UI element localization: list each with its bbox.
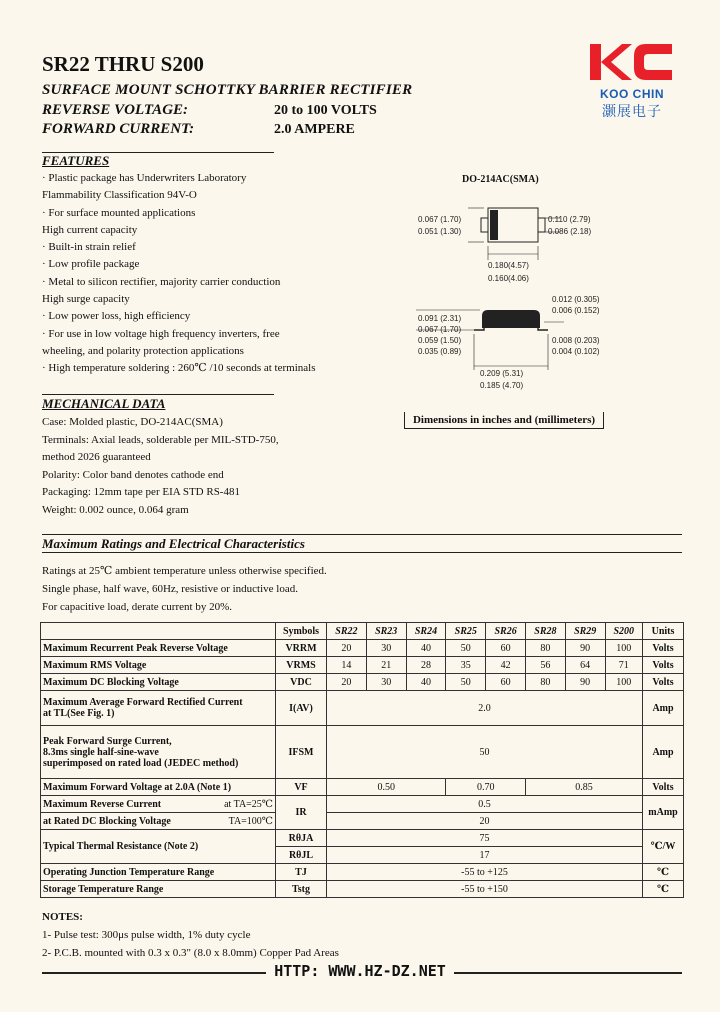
value-cell: 90 <box>565 640 605 657</box>
feature-item: Flammability Classification 94V-O <box>42 189 197 202</box>
value-cell: 50 <box>327 726 643 779</box>
header-cell: Units <box>643 623 684 640</box>
table-row <box>41 881 684 898</box>
reverse-voltage-value: 20 to 100 VOLTS <box>274 103 377 118</box>
table-row <box>41 796 684 813</box>
value-cell: 64 <box>565 657 605 674</box>
features-top-rule <box>42 152 274 153</box>
cathode-band <box>490 210 498 240</box>
header-cell: SR22 <box>327 623 367 640</box>
dim-label: 0.008 (0.203) <box>552 336 600 345</box>
value-cell: 56 <box>525 657 565 674</box>
symbol-cell: Tstg <box>276 881 327 898</box>
feature-item: · For use in low voltage high frequency inverters, free <box>42 327 280 340</box>
ratings-line: Single phase, half wave, 60Hz, resistive or inductive load. <box>42 583 298 595</box>
table-header-row <box>41 623 684 640</box>
param-cell <box>41 796 276 813</box>
value-cell: 28 <box>406 657 446 674</box>
mechanical-heading: MECHANICAL DATA <box>42 396 166 411</box>
table-row <box>41 640 684 657</box>
dim-label: 0.051 (1.30) <box>418 227 462 236</box>
unit-cell: Volts <box>643 674 684 691</box>
value-cell: 71 <box>605 657 642 674</box>
lead-right <box>538 218 545 232</box>
symbol-cell: VF <box>276 779 327 796</box>
param-cell: Maximum DC Blocking Voltage <box>41 674 276 691</box>
value-cell: 0.85 <box>525 779 642 796</box>
ratings-line: For capacitive load, derate current by 20%. <box>42 601 232 613</box>
notes-section <box>42 908 339 962</box>
mechanical-item: Case: Molded plastic, DO-214AC(SMA) <box>42 416 223 428</box>
param-cell: Maximum Recurrent Peak Reverse Voltage <box>41 640 276 657</box>
param-line: at TL(See Fig. 1) <box>43 708 115 719</box>
value-cell: 0.50 <box>327 779 446 796</box>
param-cell <box>41 813 276 830</box>
dim-label: 0.091 (2.31) <box>418 314 462 323</box>
table-row <box>41 657 684 674</box>
param-line: Peak Forward Surge Current, <box>43 735 172 747</box>
note-item: 2- P.C.B. mounted with 0.3 x 0.3" (8.0 x 8.0mm) Copper Pad Areas <box>42 947 339 959</box>
mechanical-item: Packaging: 12mm tape per EIA STD RS-481 <box>42 486 240 499</box>
dim-label: 0.006 (0.152) <box>552 306 600 315</box>
lead-left <box>481 218 488 232</box>
value-cell: 21 <box>366 657 406 674</box>
feature-item: · Low power loss, high efficiency <box>42 310 191 323</box>
symbol-cell: RθJL <box>276 847 327 864</box>
dim-label: 0.110 (2.79) <box>548 215 591 224</box>
feature-item: · Metal to silicon rectifier, majority carrier conduction <box>42 275 281 288</box>
value-cell: 75 <box>327 830 643 847</box>
symbol-cell: IR <box>276 796 327 830</box>
feature-item: · For surface mounted applications <box>42 206 196 219</box>
package-diagram-title: DO-214AC(SMA) <box>462 174 539 185</box>
mechanical-top-rule <box>42 394 274 395</box>
value-cell: 100 <box>605 640 642 657</box>
unit-cell: Volts <box>643 779 684 796</box>
param-cell: Maximum Forward Voltage at 2.0A (Note 1) <box>41 779 276 796</box>
param-cell: Maximum RMS Voltage <box>41 657 276 674</box>
value-cell: 30 <box>366 674 406 691</box>
page-subtitle: SURFACE MOUNT SCHOTTKY BARRIER RECTIFIER <box>42 82 413 98</box>
kc-logo-icon <box>584 42 680 82</box>
package-diagram <box>404 190 604 394</box>
value-cell: 17 <box>327 847 643 864</box>
feature-item: wheeling, and polarity protection applications <box>42 344 244 357</box>
logo-brand-text: KOO CHIN <box>600 87 664 101</box>
ratings-conditions <box>42 562 327 616</box>
dim-label: 0.209 (5.31) <box>480 369 524 378</box>
mechanical-item: Weight: 0.002 ounce, 0.064 gram <box>42 503 189 516</box>
unit-cell: Amp <box>643 726 684 779</box>
symbol-cell: RθJA <box>276 830 327 847</box>
dimensions-caption: Dimensions in inches and (millimeters) <box>404 412 604 429</box>
value-cell: 50 <box>446 640 486 657</box>
forward-current-label: FORWARD CURRENT: <box>42 121 195 137</box>
value-cell: 40 <box>406 640 446 657</box>
param-cell <box>41 691 276 726</box>
feature-item: · Built-in strain relief <box>42 241 136 254</box>
feature-item: · Plastic package has Underwriters Laboratory <box>42 172 247 184</box>
value-cell: 14 <box>327 657 367 674</box>
features-list <box>42 170 342 378</box>
unit-cell: ℃/W <box>643 830 684 864</box>
dim-label: 0.012 (0.305) <box>552 295 600 304</box>
header-cell: SR24 <box>406 623 446 640</box>
value-cell: 80 <box>525 640 565 657</box>
features-heading: FEATURES <box>42 153 110 168</box>
param-cell: Operating Junction Temperature Range <box>41 864 276 881</box>
value-cell: 20 <box>327 640 367 657</box>
dim-label: 0.185 (4.70) <box>480 381 524 390</box>
header-cell: Symbols <box>276 623 327 640</box>
value-cell: 35 <box>446 657 486 674</box>
company-logo <box>584 42 680 121</box>
dim-label: 0.067 (1.70) <box>418 325 462 334</box>
param-cell <box>41 726 276 779</box>
header-cell: SR28 <box>525 623 565 640</box>
feature-item: · Low profile package <box>42 258 140 271</box>
unit-cell: Volts <box>643 640 684 657</box>
notes-heading: NOTES: <box>42 911 83 923</box>
unit-cell: ℃ <box>643 881 684 898</box>
dim-label: 0.180(4.57) <box>488 261 529 270</box>
table-row <box>41 864 684 881</box>
ratings-table <box>40 622 684 898</box>
value-cell: 20 <box>327 674 367 691</box>
value-cell: 0.5 <box>327 796 643 813</box>
unit-cell: ℃ <box>643 864 684 881</box>
footer-url[interactable]: HTTP: WWW.HZ-DZ.NET <box>266 962 454 980</box>
mechanical-item: Polarity: Color band denotes cathode end <box>42 468 224 481</box>
header-cell: SR29 <box>565 623 605 640</box>
symbol-cell: I(AV) <box>276 691 327 726</box>
dim-label: 0.067 (1.70) <box>418 215 462 224</box>
ratings-line: Ratings at 25℃ ambient temperature unless otherwise specified. <box>42 565 327 577</box>
value-cell: 80 <box>525 674 565 691</box>
footer <box>0 962 720 981</box>
param-text: at Rated DC Blocking Voltage <box>43 815 171 827</box>
header-cell <box>41 623 276 640</box>
feature-item: High current capacity <box>42 223 138 236</box>
symbol-cell: VRRM <box>276 640 327 657</box>
unit-cell: mAmp <box>643 796 684 830</box>
table-row <box>41 779 684 796</box>
dim-label: 0.004 (0.102) <box>552 347 600 356</box>
dim-label: 0.160(4.06) <box>488 274 529 283</box>
value-cell: 90 <box>565 674 605 691</box>
param-cell: Storage Temperature Range <box>41 881 276 898</box>
symbol-cell: TJ <box>276 864 327 881</box>
value-cell: 60 <box>486 640 526 657</box>
unit-cell: Amp <box>643 691 684 726</box>
forward-current-value: 2.0 AMPERE <box>274 122 355 137</box>
value-cell: 2.0 <box>327 691 643 726</box>
value-cell: 0.70 <box>446 779 526 796</box>
dim-label: 0.086 (2.18) <box>548 227 592 236</box>
param-text: Maximum Reverse Current <box>43 798 162 810</box>
value-cell: 60 <box>486 674 526 691</box>
value-cell: -55 to +125 <box>327 864 643 881</box>
unit-cell: Volts <box>643 657 684 674</box>
header-cell: SR25 <box>446 623 486 640</box>
table-row <box>41 726 684 779</box>
page-title: SR22 THRU S200 <box>42 52 204 76</box>
table-row <box>41 674 684 691</box>
condition-text: TA=100℃ <box>228 815 273 827</box>
value-cell: 100 <box>605 674 642 691</box>
value-cell: 40 <box>406 674 446 691</box>
condition-text: at TA=25℃ <box>224 798 273 810</box>
dim-label: 0.059 (1.50) <box>418 336 462 345</box>
table-row <box>41 813 684 830</box>
feature-item: High surge capacity <box>42 293 130 306</box>
table-row <box>41 691 684 726</box>
param-line: 8.3ms single half-sine-wave <box>43 746 159 758</box>
ratings-bottom-rule <box>42 552 682 553</box>
note-item: 1- Pulse test: 300μs pulse width, 1% duty cycle <box>42 929 251 941</box>
symbol-cell: VRMS <box>276 657 327 674</box>
package-body-side <box>482 310 540 328</box>
header-cell: SR23 <box>366 623 406 640</box>
value-cell: 20 <box>327 813 643 830</box>
symbol-cell: VDC <box>276 674 327 691</box>
param-line: Maximum Average Forward Rectified Current <box>43 697 243 708</box>
feature-item: · High temperature soldering : 260℃ /10 seconds at terminals <box>42 362 316 375</box>
param-cell: Typical Thermal Resistance (Note 2) <box>41 830 276 864</box>
mechanical-item: Terminals: Axial leads, solderable per MIL-STD-750, <box>42 433 279 446</box>
header-cell: S200 <box>605 623 642 640</box>
value-cell: -55 to +150 <box>327 881 643 898</box>
table-row <box>41 830 684 847</box>
mechanical-list <box>42 414 279 520</box>
value-cell: 50 <box>446 674 486 691</box>
ratings-heading: Maximum Ratings and Electrical Characteristics <box>42 536 305 551</box>
mechanical-item: method 2026 guaranteed <box>42 451 151 464</box>
dim-label: 0.035 (0.89) <box>418 347 462 356</box>
reverse-voltage-label: REVERSE VOLTAGE: <box>42 102 189 118</box>
ratings-top-rule <box>42 534 682 535</box>
symbol-cell: IFSM <box>276 726 327 779</box>
header-cell: SR26 <box>486 623 526 640</box>
value-cell: 30 <box>366 640 406 657</box>
logo-chinese-text: 灏展电子 <box>602 104 662 120</box>
param-line: superimposed on rated load (JEDEC method) <box>43 757 239 769</box>
value-cell: 42 <box>486 657 526 674</box>
